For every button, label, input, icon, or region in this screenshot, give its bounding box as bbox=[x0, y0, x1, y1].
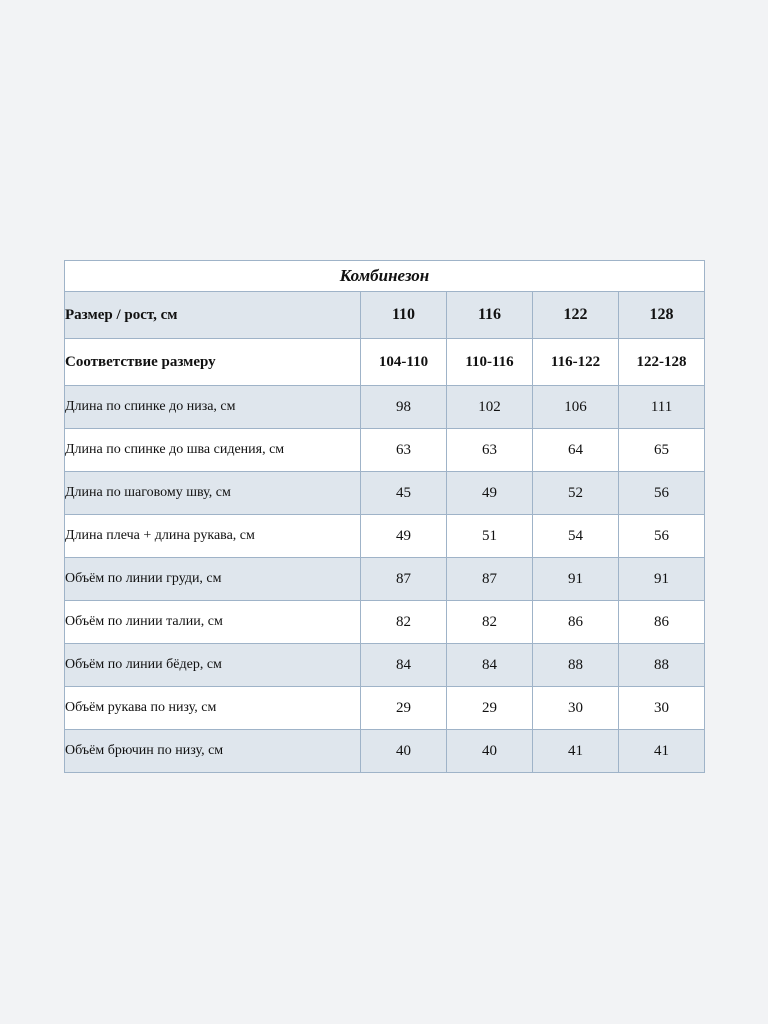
size-chart-table bbox=[64, 260, 705, 773]
row-label: Длина плеча + длина рукава, см bbox=[65, 515, 361, 558]
row-value: 87 bbox=[361, 558, 447, 601]
row-value: 30 bbox=[533, 687, 619, 730]
row-label: Длина по шаговому шву, см bbox=[65, 472, 361, 515]
row-value: 56 bbox=[619, 472, 705, 515]
size-chart-container bbox=[64, 260, 704, 773]
row-value: 111 bbox=[619, 386, 705, 429]
row-value: 91 bbox=[533, 558, 619, 601]
row-value: 30 bbox=[619, 687, 705, 730]
row-value: 52 bbox=[533, 472, 619, 515]
row-value: 64 bbox=[533, 429, 619, 472]
row-value: 49 bbox=[361, 515, 447, 558]
header-size-110: 110 bbox=[361, 292, 447, 339]
row-label: Длина по спинке до низа, см bbox=[65, 386, 361, 429]
header-correspondence-2: 110-116 bbox=[447, 339, 533, 386]
row-value: 102 bbox=[447, 386, 533, 429]
header-size-128: 128 bbox=[619, 292, 705, 339]
row-value: 41 bbox=[533, 730, 619, 773]
table-header-row-correspondence bbox=[65, 339, 705, 386]
row-value: 82 bbox=[447, 601, 533, 644]
row-value: 106 bbox=[533, 386, 619, 429]
row-value: 29 bbox=[361, 687, 447, 730]
row-value: 63 bbox=[361, 429, 447, 472]
row-value: 45 bbox=[361, 472, 447, 515]
row-value: 88 bbox=[619, 644, 705, 687]
row-value: 40 bbox=[447, 730, 533, 773]
row-value: 86 bbox=[619, 601, 705, 644]
row-value: 49 bbox=[447, 472, 533, 515]
header-size-122: 122 bbox=[533, 292, 619, 339]
header-correspondence-1: 104-110 bbox=[361, 339, 447, 386]
table-row bbox=[65, 386, 705, 429]
row-value: 91 bbox=[619, 558, 705, 601]
header-label-size: Размер / рост, см bbox=[65, 292, 361, 339]
table-title-row bbox=[65, 261, 705, 292]
table-row bbox=[65, 644, 705, 687]
table-row bbox=[65, 601, 705, 644]
row-label: Объём рукава по низу, см bbox=[65, 687, 361, 730]
row-value: 41 bbox=[619, 730, 705, 773]
table-title: Комбинезон bbox=[65, 261, 705, 292]
row-value: 65 bbox=[619, 429, 705, 472]
row-value: 63 bbox=[447, 429, 533, 472]
header-label-correspondence: Соответствие размеру bbox=[65, 339, 361, 386]
row-label: Длина по спинке до шва сидения, см bbox=[65, 429, 361, 472]
header-size-116: 116 bbox=[447, 292, 533, 339]
table-row bbox=[65, 429, 705, 472]
table-row bbox=[65, 558, 705, 601]
row-label: Объём по линии талии, см bbox=[65, 601, 361, 644]
row-value: 98 bbox=[361, 386, 447, 429]
table-row bbox=[65, 687, 705, 730]
row-value: 87 bbox=[447, 558, 533, 601]
row-value: 54 bbox=[533, 515, 619, 558]
row-label: Объём брючин по низу, см bbox=[65, 730, 361, 773]
table-row bbox=[65, 472, 705, 515]
row-label: Объём по линии бёдер, см bbox=[65, 644, 361, 687]
table-header-row-size bbox=[65, 292, 705, 339]
table-row bbox=[65, 730, 705, 773]
row-value: 51 bbox=[447, 515, 533, 558]
row-value: 88 bbox=[533, 644, 619, 687]
row-label: Объём по линии груди, см bbox=[65, 558, 361, 601]
row-value: 84 bbox=[447, 644, 533, 687]
row-value: 82 bbox=[361, 601, 447, 644]
row-value: 56 bbox=[619, 515, 705, 558]
row-value: 86 bbox=[533, 601, 619, 644]
header-correspondence-4: 122-128 bbox=[619, 339, 705, 386]
row-value: 29 bbox=[447, 687, 533, 730]
row-value: 40 bbox=[361, 730, 447, 773]
header-correspondence-3: 116-122 bbox=[533, 339, 619, 386]
table-row bbox=[65, 515, 705, 558]
row-value: 84 bbox=[361, 644, 447, 687]
